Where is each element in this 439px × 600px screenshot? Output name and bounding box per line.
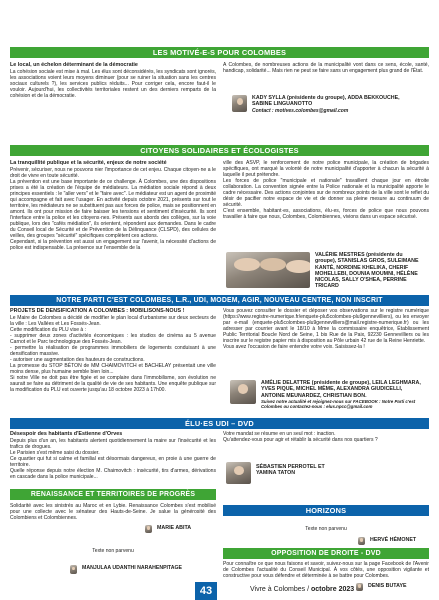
avatar [232, 95, 247, 112]
header-notre-parti [10, 295, 429, 306]
header-citoyens [10, 145, 429, 156]
motives-contact: Contact : motives.colombes@gmail.com [252, 107, 349, 114]
motives-sig-names: KADY SYLLA (présidente du groupe), ADDA BEKKOUCHE, SABINE LINGUANOTTO [252, 95, 400, 108]
renaissance-sig-name-2: MANJULAA UDANTHI NARAHENPITAGE [82, 565, 182, 571]
citoyens-sig-names: VALÉRIE MESTRES (présidente du groupe), STANISLAS GROS, SULEIMANE KANTÉ, NORDINE KHELIKA, CHERIF MOHELLEBI, DOUNIA MOUMNI, HÉLÈNE NICOLAS, SALLY O'SHEA, PERRINE TRICARD [315, 252, 419, 290]
header-udi-dvd [10, 418, 429, 429]
renaissance-column [10, 503, 216, 525]
motives-right-column [223, 62, 429, 92]
header-motives [10, 47, 429, 58]
notre-parti-left-column [10, 308, 216, 418]
header-opposition-label: OPPOSITION DE DROITE - DVD [271, 550, 381, 557]
avatar [230, 380, 256, 404]
header-motives-label: LES MOTIVÉ-E-S POUR COLOMBES [152, 48, 287, 57]
footer-magazine: Vivre à Colombes / [250, 586, 311, 593]
horizons-sig-name: HERVÉ HÉMONET [370, 537, 417, 543]
notre-parti-title: PROJETS DE DENSIFICATION A COLOMBES : MOBILISONS-NOUS ! [10, 308, 185, 314]
renaissance-signature-2 [70, 565, 216, 574]
motives-signature [232, 95, 422, 114]
footer-issue-date: octobre 2023 [310, 586, 355, 593]
renaissance-sig-name: MARIE ABITA [157, 525, 192, 531]
renaissance-empty-text: Texte non parvenu [92, 548, 134, 554]
header-renaissance [10, 489, 216, 500]
citoyens-body-left: Prévenir, sécuriser, nous ne pouvons nier l'importance de cet enjeu. Chaque citoyen·ne a le droit de vivre en toute sécurité. La prévention est une base importante de ce challenge. À Colombes, une des dispositions prises a été la création de l'équipe de médiateurs. La médiation sociale répond à deux principes essentiels : le "aller vers" et le "faire avec". Le médiateur est un agent de proximité qui accompagne et fait avec l'usager. En activité depuis octobre 2021, présents sur tout le territoire, les médiateurs ne se substituent pas aux forces de police, mais se positionnent en amont. Ils ont pour mission de faire baisser les tensions et sentiment d'insécurité. Ils sont l'interface entre la police et les citoyens·nes. Présents aux abords des collèges, sur la voie publique, lors des "cafés médiation", ils orientent, répondent aux demandes. Dans le cadre du Conseil local de Sécurité et de Prévention de la Délinquance (CLSPD), des cellules de veilles, des groupes "sécurité" spécifiques complètent ces actions. Cependant, si la prévention est aussi un engagement sur l'avenir, la nécessité d'actions de police est indispensable. La présence sur l'ensemble de la [10, 166, 216, 252]
page-number [195, 582, 217, 600]
avatar [145, 525, 152, 533]
opposition-column [223, 561, 429, 583]
renaissance-body: Solidarité avec les sinistrés au Maroc et en Lybie. Renaissance Colombes s'est mobilisé pour une collecte avec le sénateur des Hauts-de-Seine. Je salue la générosité des Colombiens et Colombiennes. [10, 503, 216, 522]
opposition-body: Pour connaître ce que nous faisons et savoir, suivez-nous sur la page Facebook de l'Avenir de Colombes l'actualité du Conseil Municipal. À vos côtés, une opposition vigilante et constructive pour vous défendre et déterminée à se battre pour Colombes. [223, 561, 429, 580]
citoyens-left-column [10, 160, 216, 294]
citoyens-signature [226, 252, 424, 290]
opposition-sig-name: DENIS BUTAYE [368, 583, 407, 589]
udi-body-right: Votre mandat se résume en un seul mot : inaction. Qu'attendez-vous pour agir et rétablir la sécurité dans nos quartiers ? [223, 431, 378, 444]
notre-parti-signature [230, 380, 426, 410]
footer-issue [250, 586, 354, 593]
motives-body-left: La cohésion sociale est mise à mal. Les élus sont déconsidérés, les syndicats sont ignorés, les associations voient leurs moyens diminuer (pour se ruiner la situation sans les centres sociaux culturels ?), les services publics réduits... Pour corriger cela, encore faut-il le vouloir. Aujourd'hui, les collectivités territoriales restent un des derniers remparts de la cohésion et de la démocratie. [10, 68, 216, 99]
avatar [226, 462, 251, 484]
citoyens-title: La tranquillité publique et la sécurité, enjeux de notre société [10, 160, 167, 166]
avatar [358, 537, 365, 545]
header-horizons [223, 505, 429, 516]
avatar [70, 565, 77, 574]
opposition-signature [356, 583, 428, 591]
notre-parti-sig-names: AMÉLIE DELATTRE (présidente de groupe), LEILA LEGHMARA, YVES PIQUE, MICHEL MÈME, ALEXANDRA GIUDICELLI, ANTOINE MEUNARDEZ, CHRISTIAN BON. [261, 380, 421, 399]
motives-left-column [10, 62, 216, 146]
motives-body-right: À Colombes, de nombreuses actions de la municipalité vont dans ce sens, école, santé, handicap, solidarité... Mais rien ne peut se faire sans un engagement plus grand de l'État. [223, 62, 429, 75]
header-citoyens-label: CITOYENS SOLIDAIRES ET ÉCOLOGISTES [140, 146, 299, 155]
udi-body-left: Depuis plus d'un an, les habitants alertent quotidiennement la maire sur l'insécurité et les trafics de drogues. Le Parisien s'est même saisi du dossier. Ce quartier qui fut si calme et familial est désormais dangereux, en proie à une guerre de territoire. Quelle réponse depuis notre élection M. Chaimovitch : insécurité, tirs d'armes, dérivations en cascade dans la police municipale... [10, 437, 216, 480]
notre-parti-right-column [223, 308, 429, 376]
avatar [226, 252, 310, 288]
horizons-signature [358, 537, 428, 545]
renaissance-signature [145, 525, 215, 533]
citoyens-body-right: ville des ASVP, le renforcement de notre police municipale, la création de brigades spécifiques, ont marqué la volonté de notre municipalité d'apporter à chacun la sécurité à laquelle il peut prétendre. Les forces de police "municipale et nationale" travaillent chaque jour en étroite collaboration. La convention signée entre la Police nationale et la municipalité apporte le cadre nécessaire. Des actions conjointes sur de nombreux points de la ville sont le reflet du désir de pacifier notre espace de vie et de donner sa pleine mesure au continuum de sécurité. C'est ensemble, habitant·es, associations, élu·es, forces de police que nous pouvons travailler à faire que nous, Colombes, Colombiennes, vivions dans un espace sécurisé. [223, 160, 429, 221]
notre-parti-contact: Suivez notre actualité et rejoignez-nous sur FACEBOOK : Notre Parti c'est Colombes ou contactez-nous : elus.npcc@gmail.com [261, 398, 416, 410]
motives-title: Le local, un échelon déterminant de la démocratie [10, 62, 138, 68]
header-renaissance-label: RENAISSANCE ET TERRITOIRES DE PROGRÈS [30, 491, 196, 498]
header-horizons-label: HORIZONS [305, 506, 347, 515]
udi-right-column [223, 431, 429, 451]
udi-left-column [10, 431, 216, 488]
notre-parti-body-left: Le Maire de Colombes a décidé de modifier le plan local d'urbanisme sur deux secteurs de la ville : Les Vallées et Les Fossés-Jean. Cette modification du PLU vise à : - supprimer deux zones d'activités économiques : les studios de cinéma au 5 avenue Carnot et le Parc technologique des Fossés-Jean. - permettre la réalisation de programmes immobiliers de logements conduisant à une densification massive. - autoriser une augmentation des hauteurs de constructions. La promesse du STOP BÉTON de MM CHAIMOVITCH et BACHELAY présentait une ville moins dense, plus humaine semble bien loin... Si notre Ville ne doit pas être figée et se complaire dans l'immobilisme, son évolution ne saurait se faire au détriment de la qualité de vie de ses habitants. Une enquête publique sur la modification du PLU est ouverte jusqu'au 18 octobre 2023 à 17h00. [10, 314, 216, 394]
udi-sig-names: SÉBASTIEN PERROTEL ET YAMINA TATON [256, 464, 325, 477]
avatar [356, 583, 363, 591]
page-number-label: 43 [199, 585, 213, 597]
udi-title: Désespoir des habitants d'Estienne d'Orves [10, 431, 123, 437]
notre-parti-body-right: Vous pouvez consulter le dossier et déposer vos observations sur le registre numérique (https://www.registre-numerique.fr/enquete-plu5colombes-plu9gennevilliers), ou les envoyer par e-mail (enquete-plu5colombes-plu9gennevilliers@mail.registre-numerique.fr) ou les adresser par courrier avant le 18/10 à Mme la commissaire enquêtrice, Établissement Public Territorial Boucle Nord de Seine, 1 bis Rue de la Paix, 92230 Gennevilliers ou les inscrire sur le registre papier mis à disposition au Pôle urbain 42 rue de la Reine Henriette. Vous avez l'occasion de faire entendre votre voix. Saisissez-la ! [223, 308, 429, 351]
horizons-empty-text: Texte non parvenu [305, 526, 347, 532]
header-udi-dvd-label: ÉLU·ES UDI – DVD [185, 419, 254, 428]
header-opposition [223, 548, 429, 559]
udi-signature [226, 462, 386, 484]
header-notre-parti-label: NOTRE PARTI C'EST COLOMBES, L.R., UDI, MODEM, AGIR, NOUVEAU CENTRE, NON INSCRIT [56, 297, 383, 304]
citoyens-right-column [223, 160, 429, 242]
